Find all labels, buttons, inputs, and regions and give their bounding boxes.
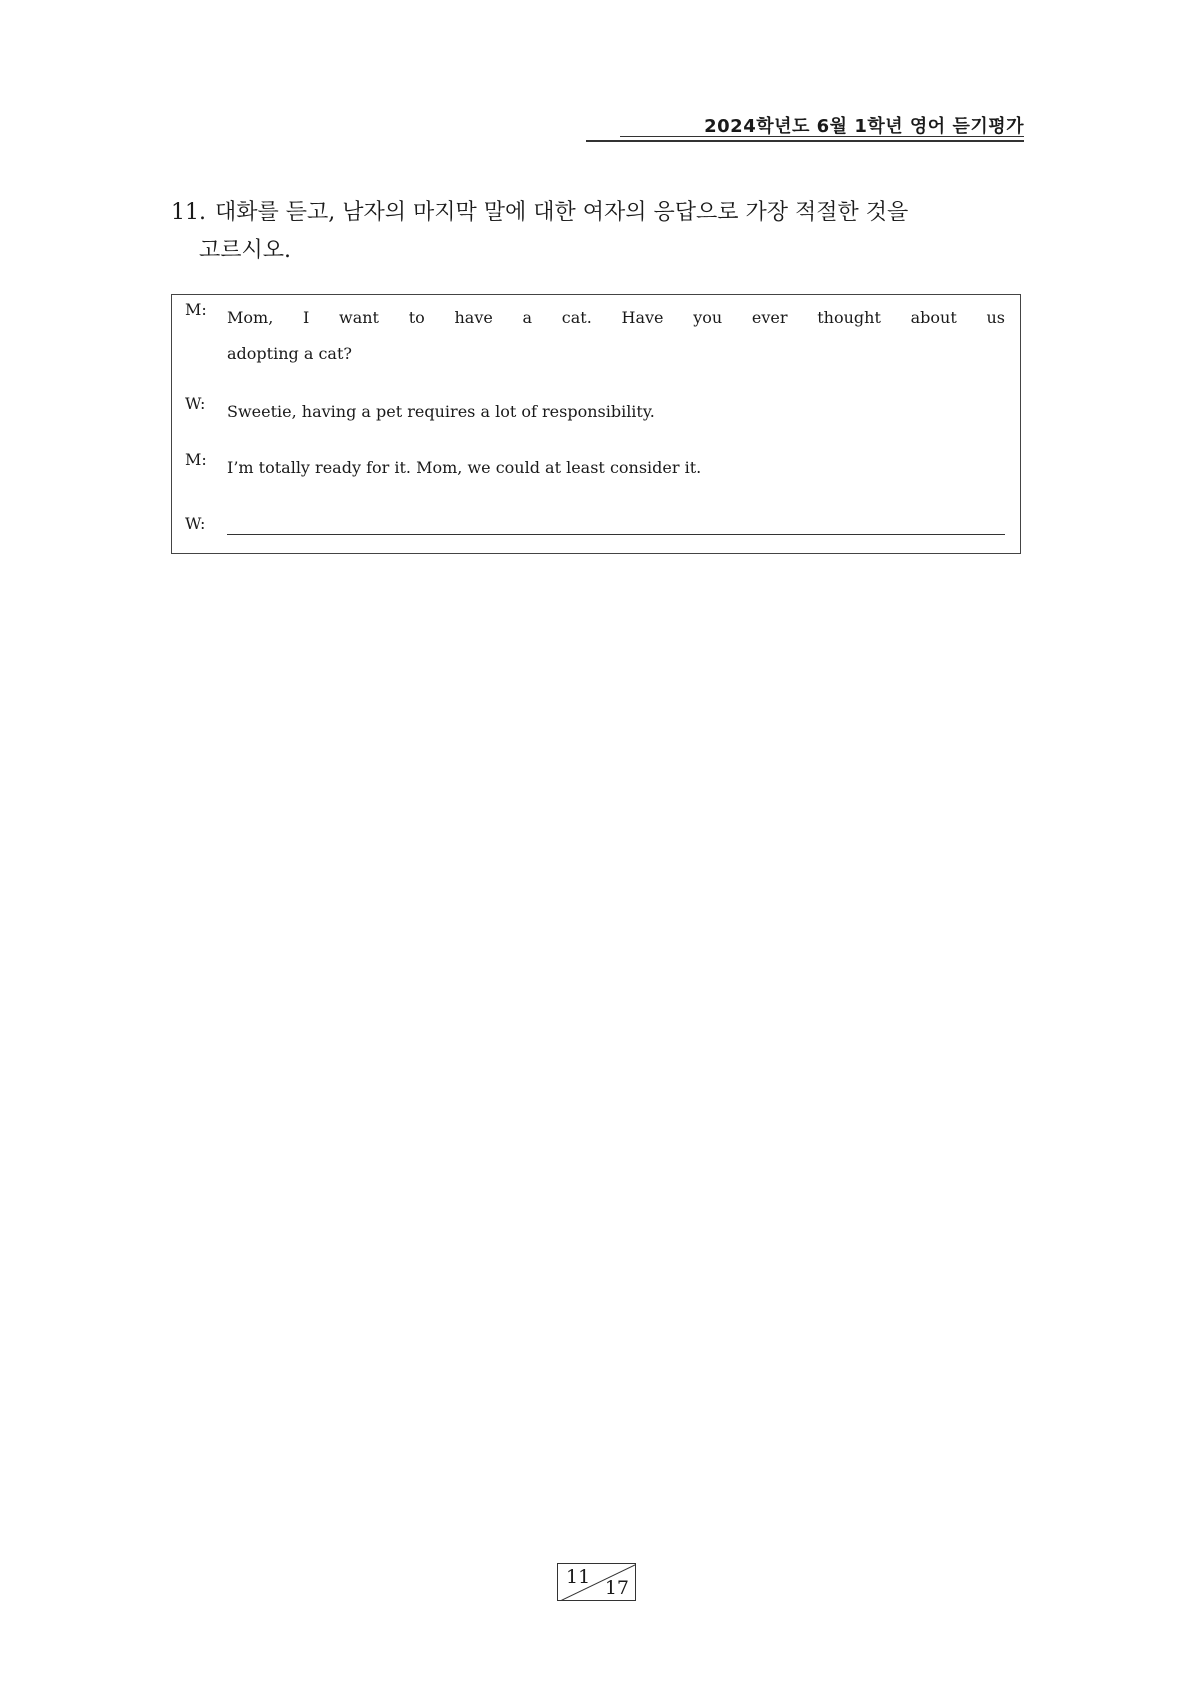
utterance (227, 450, 1005, 486)
header-rule-thick (586, 140, 1024, 142)
question-line-1 (171, 194, 1023, 232)
speaker-label: M: (185, 300, 207, 319)
question-prompt (171, 194, 1023, 270)
question-text-2: 고르시오. (199, 238, 292, 263)
speaker-label: W: (185, 394, 206, 413)
utterance-line-1: Sweetie, having a pet requires a lot of responsibility. (227, 402, 655, 421)
dialogue-turn (185, 506, 1005, 542)
dialogue-turn (185, 300, 1005, 372)
dialogue-turn (185, 450, 1005, 486)
page-current: 11 (566, 1566, 591, 1588)
answer-blank (227, 506, 1005, 535)
dialogue-turn (185, 394, 1005, 430)
utterance-line-2: adopting a cat? (227, 344, 352, 363)
speaker-label: W: (185, 514, 206, 533)
question-text-1: 대화를 듣고, 남자의 마지막 말에 대한 여자의 응답으로 가장 적절한 것을 (215, 200, 909, 225)
header-rule (620, 136, 1024, 137)
speaker-label: M: (185, 450, 207, 469)
utterance-line-1: I’m totally ready for it. Mom, we could at least consider it. (227, 458, 702, 477)
question-number: 11. (171, 200, 206, 225)
page-header (584, 112, 1024, 142)
page-number-box (557, 1563, 636, 1601)
utterance (227, 394, 1005, 430)
exam-title: 2024학년도 6월 1학년 영어 듣기평가 (704, 116, 1024, 137)
page-total: 17 (604, 1577, 629, 1599)
utterance-line-1: Mom, I want to have a cat. Have you ever thought about us (227, 308, 1005, 327)
utterance (227, 300, 1005, 372)
